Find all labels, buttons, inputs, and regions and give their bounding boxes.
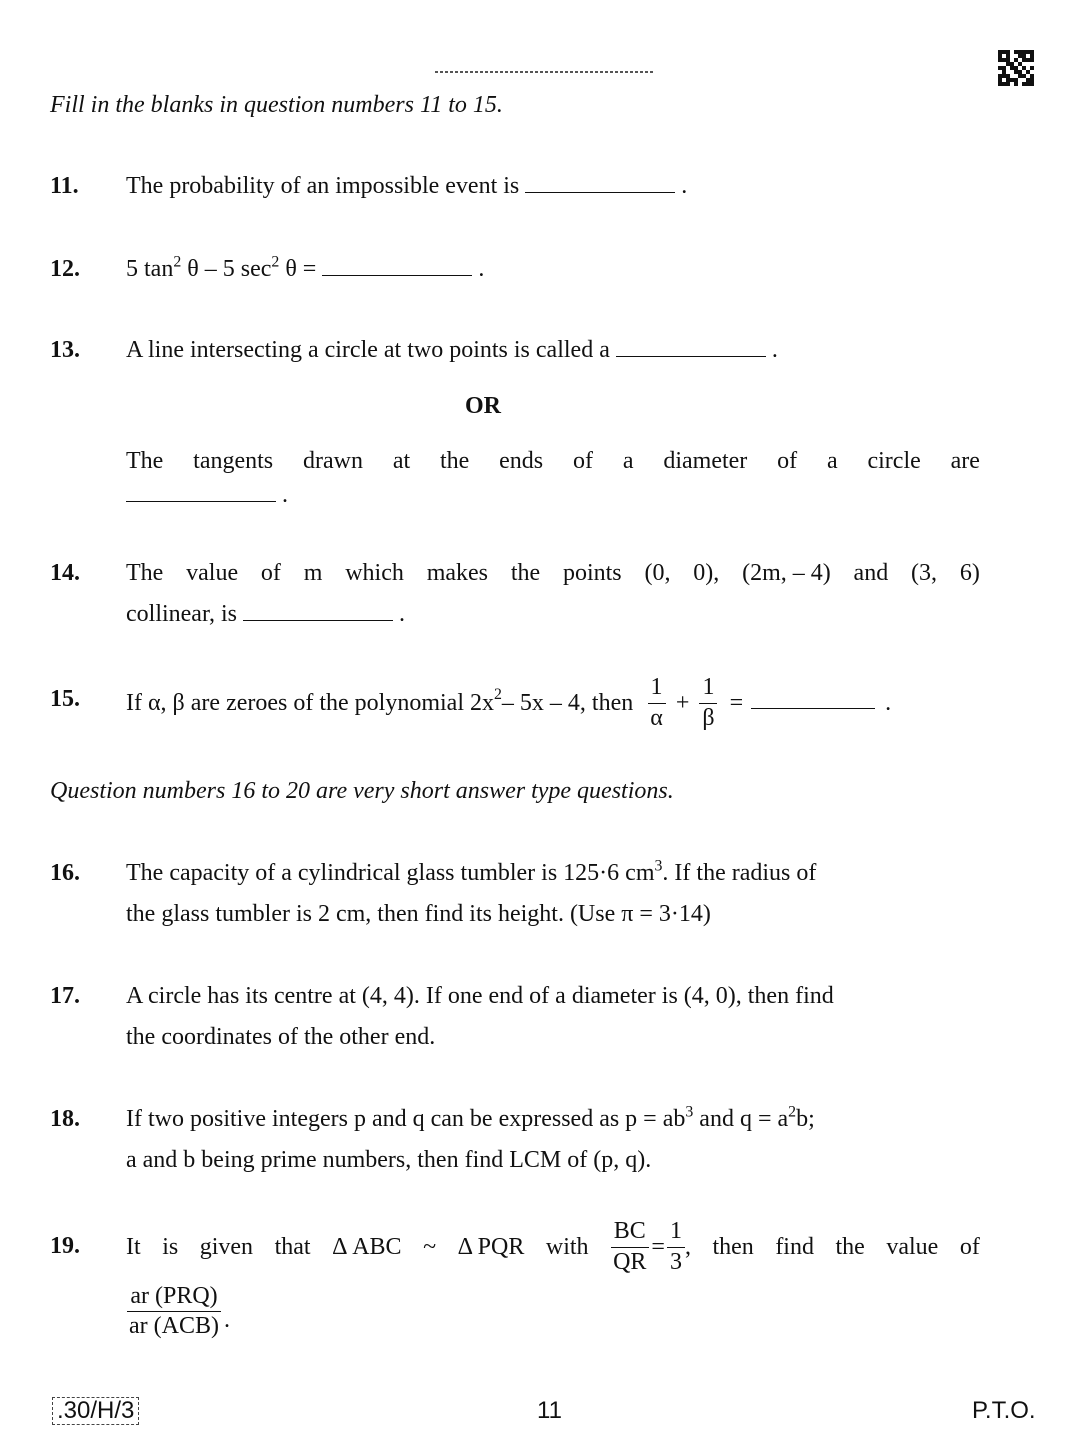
word: are bbox=[950, 448, 980, 474]
question-16-line1 bbox=[126, 857, 817, 887]
word: with bbox=[545, 1233, 589, 1260]
triangle-abc: Δ ABC bbox=[332, 1233, 402, 1260]
word: the bbox=[510, 560, 541, 586]
word: a bbox=[622, 448, 634, 474]
word: of bbox=[959, 1233, 980, 1260]
question-12 bbox=[126, 253, 485, 283]
word: The bbox=[126, 560, 164, 586]
fraction-denominator: α bbox=[650, 704, 663, 731]
word: value bbox=[886, 1233, 939, 1260]
page-number: 11 bbox=[537, 1397, 562, 1424]
question-13 bbox=[126, 337, 778, 364]
question-14-text: collinear, is bbox=[126, 601, 237, 627]
fraction-numerator: 1 bbox=[648, 675, 666, 703]
word: tangents bbox=[193, 448, 274, 474]
question-13-text: A line intersecting a circle at two points is called a bbox=[126, 337, 610, 363]
fraction-numerator: BC bbox=[611, 1219, 649, 1247]
word: that bbox=[274, 1233, 311, 1260]
ratio-expression bbox=[610, 1219, 691, 1274]
question-17-line1: A circle has its centre at (4, 4). If one end of a diameter is (4, 0), then find bbox=[126, 983, 834, 1009]
word: (2m, – 4) bbox=[742, 560, 831, 586]
word: find bbox=[775, 1233, 814, 1260]
fraction-one-over-alpha bbox=[647, 675, 666, 730]
question-13-alternative bbox=[126, 448, 980, 475]
word: The bbox=[126, 448, 164, 474]
similar-symbol: ~ bbox=[423, 1233, 437, 1260]
question-number-19: 19. bbox=[50, 1233, 80, 1259]
question-14-line1 bbox=[126, 560, 980, 587]
fraction-one-over-beta bbox=[699, 675, 717, 730]
q18-l1c: b; bbox=[796, 1106, 815, 1132]
q15-part-b: – 5x – 4, then bbox=[501, 689, 634, 716]
period: . bbox=[223, 1307, 230, 1334]
question-number-16: 16. bbox=[50, 860, 80, 886]
please-turn-over: P.T.O. bbox=[972, 1397, 1036, 1424]
q16-sup: 3 bbox=[654, 857, 663, 875]
fraction-numerator: 1 bbox=[667, 1219, 685, 1247]
question-13-alternative-line2 bbox=[126, 482, 288, 509]
fraction-area-ratio bbox=[126, 1284, 222, 1339]
q18-sup-2: 2 bbox=[788, 1103, 797, 1121]
or-separator: OR bbox=[465, 393, 501, 419]
question-17-line2: the coordinates of the other end. bbox=[126, 1024, 436, 1050]
word: points bbox=[562, 560, 622, 586]
question-19-line1 bbox=[126, 1214, 980, 1280]
paper-code: .30/H/3 bbox=[52, 1397, 139, 1425]
q12-sup-1: 2 bbox=[173, 253, 182, 271]
answer-blank bbox=[126, 500, 276, 502]
word: at bbox=[392, 448, 411, 474]
question-number-14: 14. bbox=[50, 560, 80, 586]
question-13-end: . bbox=[771, 337, 778, 363]
q18-l1a: If two positive integers p and q can be expressed as p = ab bbox=[126, 1106, 686, 1132]
answer-blank bbox=[525, 191, 675, 193]
question-15-end: . bbox=[885, 689, 892, 716]
question-16-line2: the glass tumbler is 2 cm, then find its height. (Use π = 3·14) bbox=[126, 901, 711, 927]
qr-code-icon bbox=[998, 50, 1034, 86]
answer-blank bbox=[243, 619, 393, 621]
word: value bbox=[186, 560, 239, 586]
instruction-very-short: Question numbers 16 to 20 are very short answer type questions. bbox=[50, 778, 674, 804]
question-number-12: 12. bbox=[50, 256, 80, 282]
word: diameter bbox=[663, 448, 748, 474]
triangle-pqr: Δ PQR bbox=[457, 1233, 525, 1260]
word: ends bbox=[499, 448, 544, 474]
instruction-fill-blanks: Fill in the blanks in question numbers 11 to 15. bbox=[50, 92, 503, 118]
comma: , bbox=[684, 1233, 691, 1260]
question-number-13: 13. bbox=[50, 337, 80, 363]
word: m bbox=[303, 560, 323, 586]
question-12-end: . bbox=[478, 256, 485, 282]
word: It bbox=[126, 1233, 141, 1260]
q12-sup-2: 2 bbox=[271, 253, 280, 271]
question-18-line2: a and b being prime numbers, then find LCM of (p, q). bbox=[126, 1147, 652, 1173]
word: is bbox=[162, 1233, 179, 1260]
question-11-text: The probability of an impossible event is bbox=[126, 173, 520, 199]
fraction-denominator: QR bbox=[613, 1248, 647, 1275]
equals-sign: = bbox=[651, 1233, 665, 1260]
fraction-numerator: ar (PRQ) bbox=[127, 1284, 220, 1312]
word: given bbox=[199, 1233, 254, 1260]
q18-l1b: and q = a bbox=[693, 1106, 789, 1132]
question-11-end: . bbox=[681, 173, 688, 199]
answer-blank bbox=[322, 274, 472, 276]
question-11 bbox=[126, 173, 687, 200]
q12-part-c: θ = bbox=[279, 256, 317, 282]
question-number-15: 15. bbox=[50, 686, 80, 712]
q12-part-a: 5 tan bbox=[126, 256, 174, 282]
word: and bbox=[853, 560, 889, 586]
question-13-alt-end: . bbox=[282, 482, 288, 508]
q12-part-b: θ – 5 sec bbox=[181, 256, 272, 282]
word: of bbox=[260, 560, 281, 586]
equals-sign: = bbox=[729, 689, 744, 716]
question-14-line2 bbox=[126, 601, 405, 628]
plus-sign: + bbox=[675, 689, 690, 716]
q16-l1a: The capacity of a cylindrical glass tumbler is 125·6 cm bbox=[126, 860, 655, 886]
answer-blank bbox=[616, 355, 766, 357]
word: the bbox=[835, 1233, 865, 1260]
word: of bbox=[573, 448, 593, 474]
question-19-area-ratio bbox=[126, 1284, 230, 1339]
question-number-18: 18. bbox=[50, 1106, 80, 1132]
word: a bbox=[826, 448, 838, 474]
word: then bbox=[712, 1233, 754, 1260]
word: drawn bbox=[302, 448, 363, 474]
question-number-11: 11. bbox=[50, 173, 79, 199]
word: 6) bbox=[959, 560, 980, 586]
word: (0, bbox=[644, 560, 671, 586]
q16-l1b: . If the radius of bbox=[662, 860, 817, 886]
fraction-denominator: ar (ACB) bbox=[129, 1313, 219, 1340]
fraction-bc-over-qr bbox=[610, 1219, 649, 1274]
question-14-end: . bbox=[399, 601, 405, 627]
word: the bbox=[439, 448, 470, 474]
q15-part-a: If α, β are zeroes of the polynomial 2x bbox=[126, 689, 494, 716]
word: circle bbox=[867, 448, 921, 474]
word: which bbox=[345, 560, 404, 586]
fraction-denominator: 3 bbox=[669, 1248, 682, 1275]
header-code-strip bbox=[435, 71, 655, 73]
question-number-17: 17. bbox=[50, 983, 80, 1009]
q18-sup-1: 3 bbox=[685, 1103, 694, 1121]
word: makes bbox=[426, 560, 488, 586]
word: 0), bbox=[693, 560, 720, 586]
answer-blank bbox=[751, 707, 875, 709]
fraction-one-third bbox=[667, 1219, 685, 1274]
word: (3, bbox=[911, 560, 938, 586]
question-18-line1 bbox=[126, 1103, 815, 1133]
fraction-denominator: β bbox=[702, 704, 715, 731]
question-15: If α, β are zeroes of the polynomial 2x $^2$ – 5x – 4, then $\frac{1}{\alpha}$ + $\frac{1}{\beta}$ = . bbox=[126, 674, 892, 731]
word: of bbox=[777, 448, 798, 474]
fraction-numerator: 1 bbox=[699, 675, 717, 703]
